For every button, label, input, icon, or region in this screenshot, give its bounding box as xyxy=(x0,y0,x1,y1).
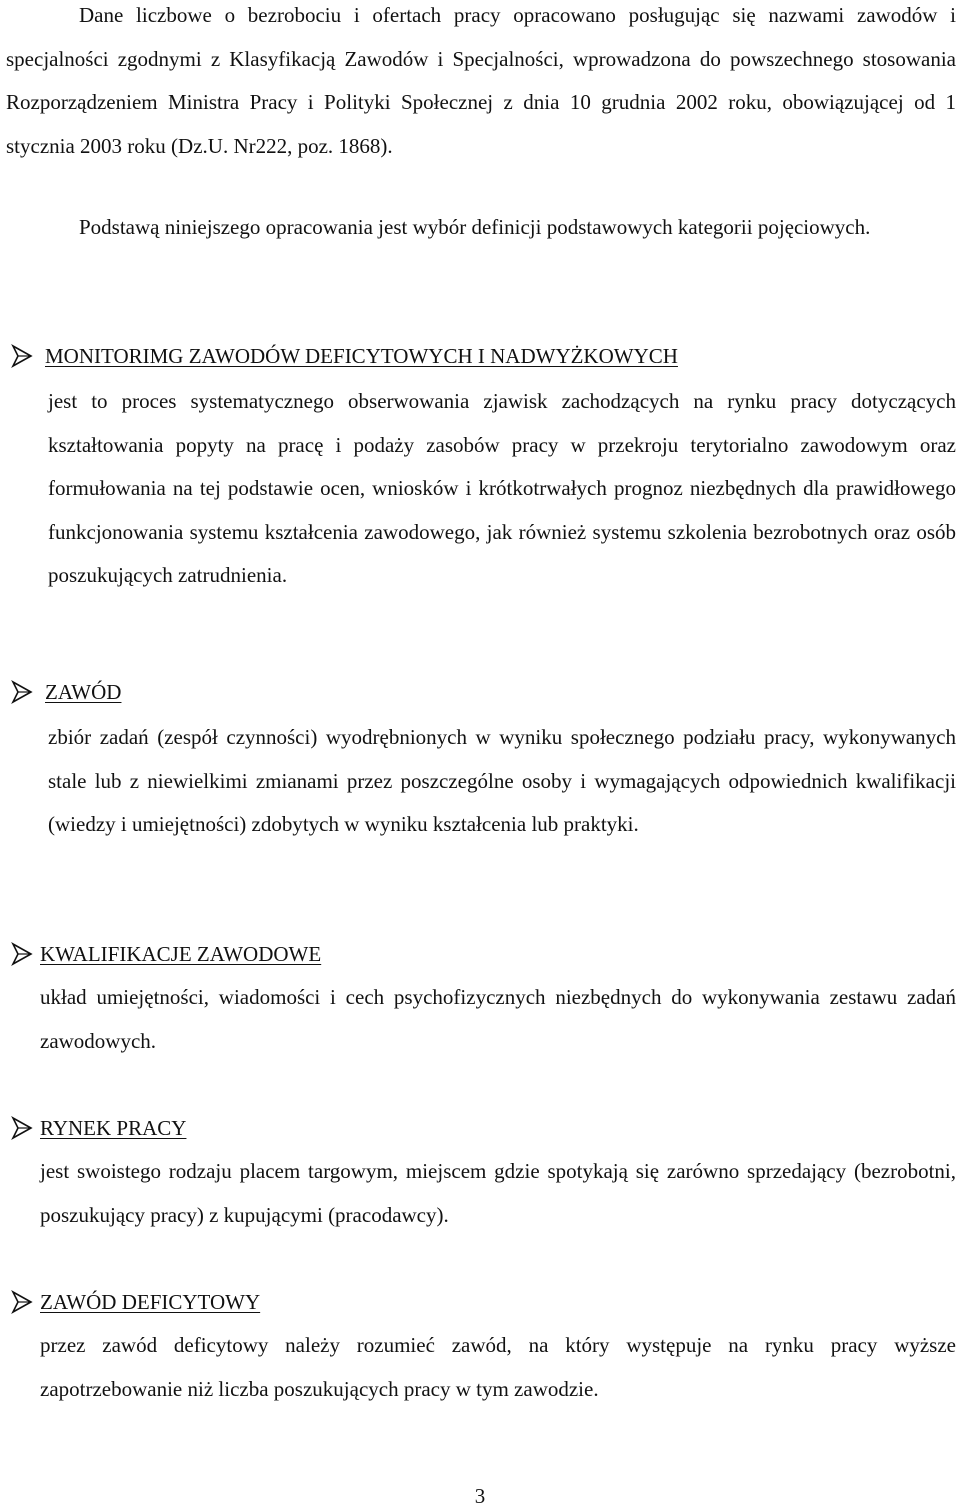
definition-term: ZAWÓD xyxy=(45,680,122,704)
arrowhead-bullet-icon xyxy=(10,344,34,368)
definition-term: KWALIFIKACJE ZAWODOWE xyxy=(40,942,322,966)
definition-term: RYNEK PRACY xyxy=(40,1116,187,1140)
arrowhead-bullet-icon xyxy=(10,1116,34,1140)
arrowhead-bullet-icon xyxy=(10,942,34,966)
definition-text: układ umiejętności, wiadomości i cech psychofizycznych niezbędnych do wykonywania zestawu zadań zawodowych. xyxy=(40,985,956,1053)
page-number: 3 xyxy=(474,1484,486,1508)
definition-text: zbiór zadań (zespół czynności) wyodrębnionych w wyniku społecznego podziału pracy, wykonywanych stale lub z niewielkimi zmianami przez poszczególne osoby i wymagających odpowiednich kwalifikacji (wiedzy i umiejętności) zdobytych w wyniku kształcenia lub praktyki. xyxy=(48,725,956,836)
definition-term: ZAWÓD DEFICYTOWY xyxy=(40,1290,261,1314)
definition-text: jest swoistego rodzaju placem targowym, miejscem gdzie spotykają się zarówno sprzedający (bezrobotni, poszukujący pracy) z kupującymi (pracodawcy). xyxy=(40,1159,956,1227)
arrowhead-bullet-icon xyxy=(10,680,34,704)
definition-text: przez zawód deficytowy należy rozumieć zawód, na który występuje na rynku pracy wyższe zapotrzebowanie niż liczba poszukujących pracy w tym zawodzie. xyxy=(40,1333,956,1401)
arrowhead-bullet-icon xyxy=(10,1290,34,1314)
intro-paragraph-2: Podstawą niniejszego opracowania jest wybór definicji podstawowych kategorii pojęciowych. xyxy=(79,215,871,239)
definition-term: MONITORIMG ZAWODÓW DEFICYTOWYCH I NADWYŻKOWYCH xyxy=(45,344,678,368)
definition-text: jest to proces systematycznego obserwowania zjawisk zachodzących na rynku pracy dotyczących kształtowania popyty na pracę i podaży zasobów pracy w przekroju terytorialno zawodowym oraz formułowania na tej podstawie ocen, wniosków i krótkotrwałych prognoz niezbędnych dla prawidłowego funkcjonowania systemu kształcenia zawodowego, jak również systemu szkolenia bezrobotnych oraz osób poszukujących zatrudnienia. xyxy=(48,389,956,587)
intro-paragraph-1: Dane liczbowe o bezrobociu i ofertach pracy opracowano posługując się nazwami zawodów i specjalności zgodnymi z Klasyfikacją Zawodów i Specjalności, wprowadzona do powszechnego stosowania Rozporządzeniem Ministra Pracy i Polityki Społecznej z dnia 10 grudnia 2002 roku, obowiązującej od 1 stycznia 2003 roku (Dz.U. Nr222, poz. 1868). xyxy=(6,3,956,158)
